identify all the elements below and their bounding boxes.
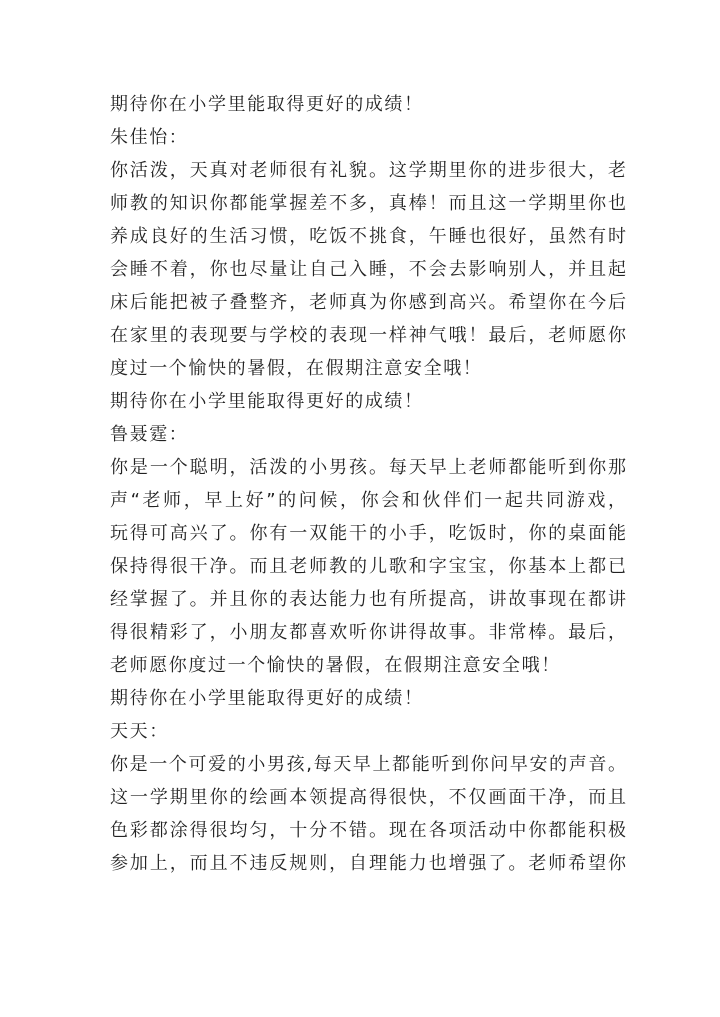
comment-line: 你是一个可爱的小男孩,每天早上都能听到你问早安的声音。	[110, 754, 626, 775]
comment-line: 声“老师，早上好”的问候，你会和伙伴们一起共同游戏，	[110, 490, 626, 511]
comment-line: 度过一个愉快的暑假，在假期注意安全哦！	[110, 358, 483, 379]
comment-line: 保持得很干净。而且老师教的儿歌和字宝宝，你基本上都已	[110, 556, 626, 577]
comment-line: 会睡不着，你也尽量让自己入睡，不会去影响别人，并且起	[110, 259, 626, 280]
comment-line: 这一学期里你的绘画本领提高得很快，不仅画面干净，而且	[110, 787, 626, 808]
comment-line: 你活泼，天真对老师很有礼貌。这学期里你的进步很大，老	[110, 160, 626, 181]
comment-line: 在家里的表现要与学校的表现一样神气哦！最后，老师愿你	[110, 325, 626, 346]
student-name: 朱佳怡：	[110, 127, 189, 148]
student-name: 鲁聂霆：	[110, 424, 189, 445]
comment-line: 得很精彩了，小朋友都喜欢听你讲得故事。非常棒。最后，	[110, 622, 626, 643]
comment-line: 床后能把被子叠整齐，老师真为你感到高兴。希望你在今后	[110, 292, 626, 313]
comment-line: 色彩都涂得很均匀，十分不错。现在各项活动中你都能积极	[110, 820, 626, 841]
comment-line: 玩得可高兴了。你有一双能干的小手，吃饭时，你的桌面能	[110, 523, 626, 544]
comment-line: 你是一个聪明，活泼的小男孩。每天早上老师都能听到你那	[110, 457, 626, 478]
comment-line: 经掌握了。并且你的表达能力也有所提高，讲故事现在都讲	[110, 589, 626, 610]
closing-line: 期待你在小学里能取得更好的成绩！	[110, 94, 424, 115]
closing-line: 期待你在小学里能取得更好的成绩！	[110, 391, 424, 412]
student-name: 天天：	[110, 721, 169, 742]
comment-line: 师教的知识你都能掌握差不多，真棒！而且这一学期里你也	[110, 193, 626, 214]
comment-line: 养成良好的生活习惯，吃饭不挑食，午睡也很好，虽然有时	[110, 226, 626, 247]
comment-line: 老师愿你度过一个愉快的暑假，在假期注意安全哦！	[110, 655, 561, 676]
document-body	[110, 88, 626, 880]
comment-line: 参加上，而且不违反规则，自理能力也增强了。老师希望你	[110, 853, 626, 874]
closing-line: 期待你在小学里能取得更好的成绩！	[110, 688, 424, 709]
